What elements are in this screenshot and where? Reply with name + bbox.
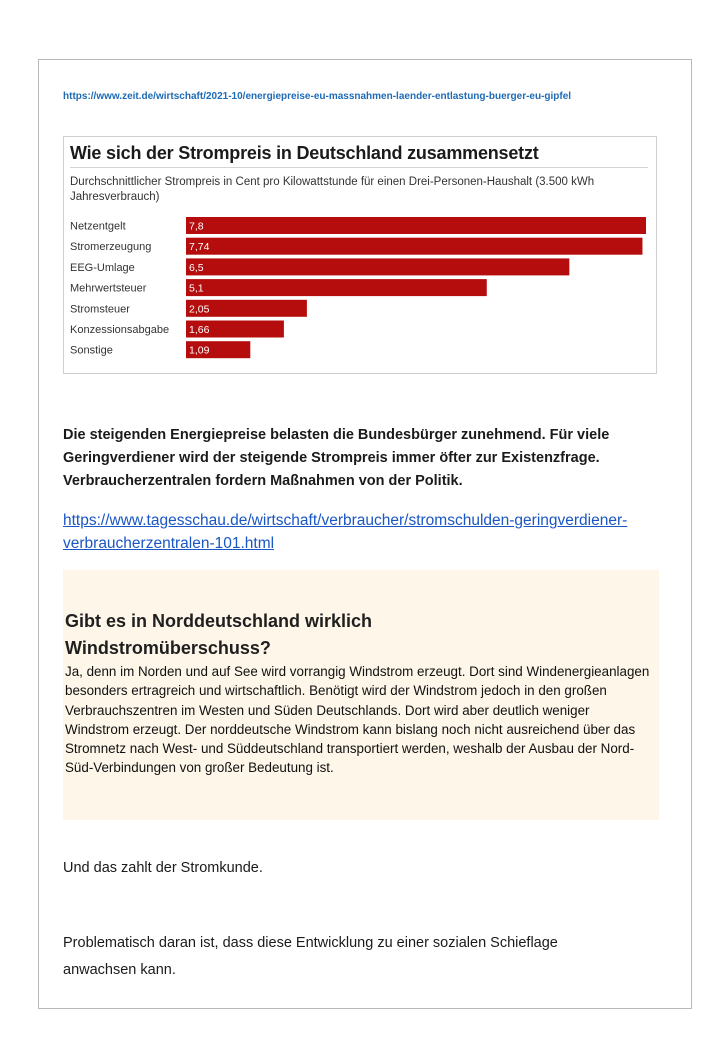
chart-title: Wie sich der Strompreis in Deutschland zusammensetzt	[70, 143, 539, 163]
category-label: Stromerzeugung	[70, 241, 152, 254]
tagesschau-link[interactable]: https://www.tagesschau.de/wirtschaft/verbraucher/stromschulden-geringverdiener-verbraucherzentralen-101.html	[63, 512, 628, 552]
body-paragraph-2: Problematisch daran ist, dass diese Entwicklung zu einer sozialen Schieflage anwachsen kann.	[63, 935, 558, 978]
bar-chart	[64, 213, 658, 363]
bar-value-label: 6,5	[189, 261, 204, 274]
category-label: Konzessionsabgabe	[70, 324, 170, 336]
category-label: Sonstige	[70, 344, 113, 357]
callout-heading: Gibt es in Norddeutschland wirklich Windstromüberschuss?	[65, 611, 373, 658]
chart-subtitle: Durchschnittlicher Strompreis in Cent pro Kilowattstunde für einen Drei-Personen-Haushalt (3.500 kWh Jahresverbrauch)	[70, 176, 595, 203]
body-paragraph-1: Und das zahlt der Stromkunde.	[63, 860, 263, 876]
bar	[186, 279, 487, 296]
category-label: Mehrwertsteuer	[70, 282, 147, 295]
bar-value-label: 1,66	[189, 324, 210, 336]
category-label: Netzentgelt	[70, 220, 126, 233]
callout-body: Ja, denn im Norden und auf See wird vorrangig Windstrom erzeugt. Dort sind Windenergieanlagen besonders ertragreich und wirtschaftlich. Benötigt wird der Windstrom jedoch in den großen Verbrauchszentren im Westen und Süden Deutschlands. Dort wird aber deutlich weniger Windstrom erzeugt. Der norddeutsche Windstrom kann bislang noch nicht ausreichend über das Stromnetz nach West- und Süddeutschland transportiert werden, weshalb der Ausbau der Nord-Süd-Verbindungen von großer Bedeutung ist.	[65, 664, 650, 776]
lead-paragraph: Die steigenden Energiepreise belasten die Bundesbürger zunehmend. Für viele Geringverdiener wird der steigende Strompreis immer öfter zur Existenzfrage. Verbraucherzentralen fordern Maßnahmen von der Politik.	[63, 427, 610, 489]
bar-value-label: 2,05	[189, 303, 210, 316]
source-url-link[interactable]: https://www.zeit.de/wirtschaft/2021-10/energiepreise-eu-massnahmen-laender-entlastung-buerger-eu-gipfel	[63, 91, 572, 102]
bar	[186, 258, 569, 275]
chart-figure	[63, 136, 657, 374]
bar	[186, 238, 642, 255]
chart-title-divider	[70, 167, 648, 168]
bar	[186, 217, 646, 234]
bar-value-label: 7,74	[189, 241, 210, 254]
bar-value-label: 1,09	[189, 344, 210, 357]
document-page	[38, 59, 692, 1009]
category-label: Stromsteuer	[70, 303, 130, 316]
info-callout	[63, 570, 659, 820]
category-label: EEG-Umlage	[70, 261, 135, 274]
bar-value-label: 5,1	[189, 282, 204, 295]
bar-value-label: 7,8	[189, 220, 204, 233]
